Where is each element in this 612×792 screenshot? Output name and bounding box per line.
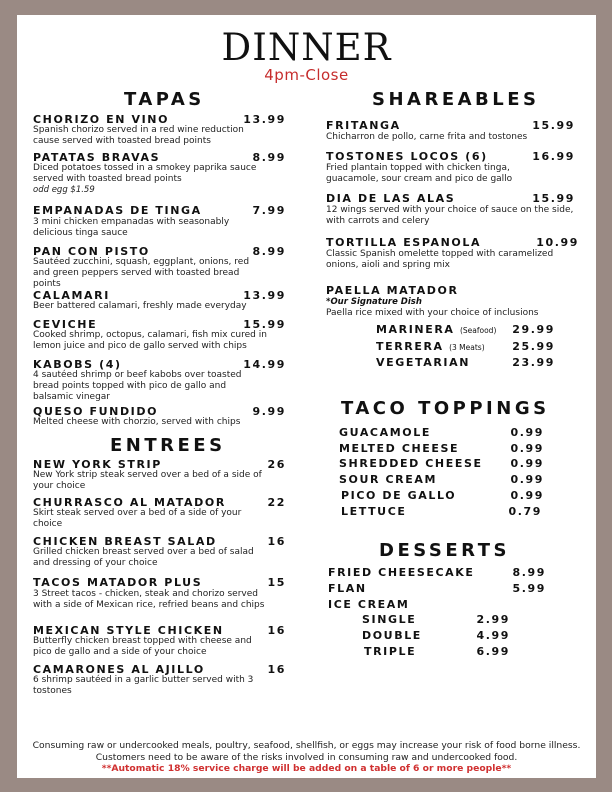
topping-item-name: SHREDDED CHEESE — [339, 457, 483, 470]
tapas-item-desc: 4 sautéed shrimp or beef kabobs over toasted bread points topped with pico de gallo and balsamic vinegar — [33, 370, 242, 402]
shareable-item-price: 16.99 — [532, 150, 575, 163]
toppings-heading: TACO TOPPINGS — [341, 398, 550, 419]
shareable-item-desc: Chicharron de pollo, carne frita and tostones — [326, 132, 528, 142]
tapas-item-desc: Sautéed zucchini, squash, eggplant, onions, red and green peppers served with toasted bread points — [33, 257, 250, 289]
ice-cream-size: SINGLE — [362, 613, 417, 626]
topping-item-price: 0.99 — [510, 489, 544, 502]
paella-option-name: VEGETARIAN — [376, 356, 471, 369]
paella-option-name: MARINERA — [376, 323, 455, 336]
paella-signature-note: *Our Signature Dish — [326, 297, 422, 307]
topping-item-price: 0.79 — [508, 505, 542, 518]
entree-item-name: CHICKEN BREAST SALAD — [33, 535, 217, 548]
tapas-item-name: PAN CON PISTO — [33, 245, 150, 258]
paella-option-sub: (3 Meats) — [449, 343, 485, 352]
entree-item-desc: Grilled chicken breast served over a bed of salad and dressing of your choice — [33, 547, 254, 568]
shareable-item-desc: 12 wings served with your choice of sauce on the side, with carrots and celery — [326, 205, 574, 226]
entree-item-price: 16 — [267, 624, 286, 637]
tapas-item-desc: Beer battered calamari, freshly made everyday — [33, 301, 247, 311]
tapas-item-name: KABOBS (4) — [33, 358, 122, 371]
ice-cream-price: 6.99 — [476, 645, 510, 658]
shareables-heading: SHAREABLES — [372, 89, 540, 110]
entree-item-desc: Butterfly chicken breast topped with cheese and pico de gallo and a side of your choice — [33, 636, 252, 657]
menu-hours: 4pm-Close — [264, 66, 349, 84]
tapas-item-name: CHORIZO EN VINO — [33, 113, 170, 126]
shareable-item-price: 15.99 — [532, 119, 575, 132]
tapas-item-desc: Diced potatoes tossed in a smokey paprika sauce served with toasted bread points — [33, 163, 257, 184]
tapas-heading: TAPAS — [124, 89, 205, 110]
ice-cream-price: 2.99 — [476, 613, 510, 626]
paella-option-price: 25.99 — [512, 340, 555, 353]
entree-item-desc: Skirt steak served over a bed of a side of your choice — [33, 508, 242, 529]
entree-item-price: 26 — [267, 458, 286, 471]
desserts-heading: DESSERTS — [379, 540, 510, 561]
tapas-item-name: EMPANADAS DE TINGA — [33, 204, 202, 217]
entree-item-desc: 3 Street tacos - chicken, steak and chorizo served with a side of Mexican rice, refried beans and chips — [33, 589, 265, 610]
entree-item-price: 16 — [267, 663, 286, 676]
tapas-item-desc: 3 mini chicken empanadas with seasonably delicious tinga sauce — [33, 217, 230, 238]
footer-disclaimer — [31, 740, 582, 775]
topping-item-name: SOUR CREAM — [339, 473, 438, 486]
topping-item-price: 0.99 — [510, 426, 544, 439]
tapas-item-name: PATATAS BRAVAS — [33, 151, 161, 164]
ice-cream-size: DOUBLE — [362, 629, 422, 642]
shareable-item-name: TOSTONES LOCOS (6) — [326, 150, 488, 163]
topping-item-name: LETTUCE — [341, 505, 407, 518]
ice-cream-price: 4.99 — [476, 629, 510, 642]
paella-option-price: 29.99 — [512, 323, 555, 336]
paella-option-price: 23.99 — [512, 356, 555, 369]
entree-item-name: MEXICAN STYLE CHICKEN — [33, 624, 224, 637]
topping-item-price: 0.99 — [510, 457, 544, 470]
ice-cream-size: TRIPLE — [364, 645, 417, 658]
dessert-item-name: ICE CREAM — [328, 598, 410, 611]
tapas-item-price: 9.99 — [252, 405, 286, 418]
topping-item-name: GUACAMOLE — [339, 426, 431, 439]
tapas-item-desc: Cooked shrimp, octopus, calamari, fish mix cured in lemon juice and pico de gallo served with chips — [33, 330, 267, 351]
shareable-item-name: TORTILLA ESPANOLA — [326, 236, 482, 249]
tapas-item-desc: Spanish chorizo served in a red wine reduction cause served with toasted bread points — [33, 125, 244, 146]
dessert-item-name: FLAN — [328, 582, 367, 595]
entrees-heading: ENTREES — [110, 435, 226, 456]
tapas-item-price: 15.99 — [243, 318, 286, 331]
paella-option-sub: (Seafood) — [459, 326, 497, 335]
entree-item-price: 22 — [267, 496, 286, 509]
tapas-item-note: odd egg $1.59 — [33, 185, 95, 195]
paella-name: PAELLA MATADOR — [326, 284, 459, 297]
entree-item-price: 15 — [267, 576, 286, 589]
shareable-item-price: 15.99 — [532, 192, 575, 205]
shareable-item-desc: Fried plantain topped with chicken tinga, guacamole, sour cream and pico de gallo — [326, 163, 513, 184]
shareable-item-name: DIA DE LAS ALAS — [326, 192, 456, 205]
tapas-item-price: 7.99 — [252, 204, 286, 217]
entree-item-name: CAMARONES AL AJILLO — [33, 663, 205, 676]
shareable-item-desc: Classic Spanish omelette topped with caramelized onions, aioli and spring mix — [326, 249, 554, 270]
service-charge-note: **Automatic 18% service charge will be added on a table of 6 or more people** — [101, 763, 512, 774]
entree-item-desc: 6 shrimp sautéed in a garlic butter served with 3 tostones — [33, 675, 254, 696]
tapas-item-price: 13.99 — [243, 289, 286, 302]
dessert-item-price: 8.99 — [512, 566, 546, 579]
entree-item-name: CHURRASCO AL MATADOR — [33, 496, 226, 509]
paella-option — [376, 356, 470, 369]
tapas-item-price: 14.99 — [243, 358, 286, 371]
topping-item-name: PICO DE GALLO — [341, 489, 457, 502]
topping-item-price: 0.99 — [510, 442, 544, 455]
paella-option-name: TERRERA — [376, 340, 444, 353]
tapas-item-desc: Melted cheese with chorzio, served with chips — [33, 417, 241, 427]
tapas-item-name: CALAMARI — [33, 289, 110, 302]
menu-title: DINNER — [221, 26, 392, 69]
paella-option — [376, 323, 496, 336]
tapas-item-price: 8.99 — [252, 245, 286, 258]
paella-desc: Paella rice mixed with your choice of inclusions — [326, 308, 539, 318]
tapas-item-name: QUESO FUNDIDO — [33, 405, 159, 418]
dessert-item-price: 5.99 — [512, 582, 546, 595]
entree-item-name: NEW YORK STRIP — [33, 458, 162, 471]
entree-item-name: TACOS MATADOR PLUS — [33, 576, 203, 589]
paella-option — [376, 340, 485, 353]
shareable-item-price: 10.99 — [536, 236, 579, 249]
dessert-item-name: FRIED CHEESECAKE — [328, 566, 475, 579]
food-safety-warning: Consuming raw or undercooked meals, poultry, seafood, shellfish, or eggs may increase your risk of food borne illness. Customers need to be aware of the risks involved in consuming raw and undercooked food. — [32, 740, 581, 763]
entree-item-price: 16 — [267, 535, 286, 548]
topping-item-price: 0.99 — [510, 473, 544, 486]
shareable-item-name: FRITANGA — [326, 119, 401, 132]
tapas-item-name: CEVICHE — [33, 318, 98, 331]
entree-item-desc: New York strip steak served over a bed of a side of your choice — [33, 470, 262, 491]
tapas-item-price: 8.99 — [252, 151, 286, 164]
topping-item-name: MELTED CHEESE — [339, 442, 460, 455]
menu-page — [17, 15, 596, 778]
tapas-item-price: 13.99 — [243, 113, 286, 126]
